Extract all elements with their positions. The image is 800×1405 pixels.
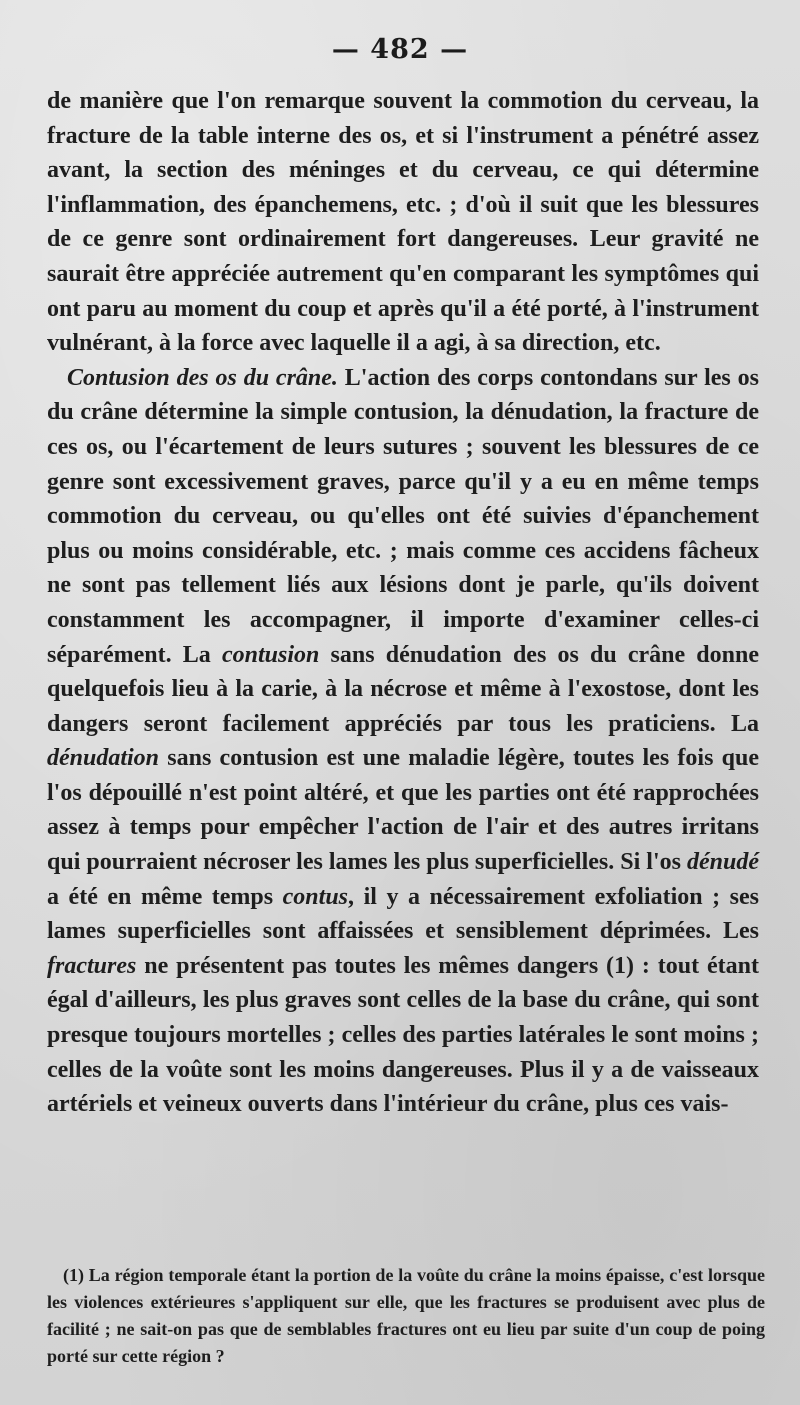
- footnote: [47, 1262, 765, 1370]
- term-denudation: dénudation: [47, 745, 160, 772]
- footnote-text: (1) La région temporale étant la portion de la voûte du crâne la moins épaisse, c'est lorsque les violences extérieures s'appliquent sur elle, que les fractures se produisent avec plus de facilité ; ne sait-on pas que de semblables fractures ont eu lieu par suite d'un coup de poing porté sur cette région ?: [47, 1265, 765, 1366]
- text-run: L'action des corps contondans sur les os du crâne détermine la simple contusion, la dénudation, la fracture de ces os, ou l'écartement de leurs sutures ; souvent les blessures de ce genre sont excessivement graves, parce qu'il y a eu en même temps commotion du cerveau, ou qu'elles ont été suivies d'épanchement plus ou moins considérable, etc. ; mais comme ces accidens fâcheux ne sont pas tellement liés aux lésions dont je parle, qu'ils doivent constamment les accompagner, il importe d'examiner celles-ci séparément. La: [47, 364, 759, 668]
- text-run: sans dénudation des os du crâne donne quelquefois lieu à la carie, à la nécrose et même à l'exostose, dont les dangers seront facilement appréciés par tous les praticiens. La: [47, 641, 760, 737]
- text-run: sans contusion est une maladie légère, toutes les fois que l'os dépouillé n'est point altéré, et que les parties ont été rapprochées assez à temps pour empêcher l'action de l'air et des autres irritans qui pourraient nécroser les lames les plus superficielles. Si l'os: [47, 745, 759, 876]
- section-heading-contusion: Contusion des os du crâne.: [67, 364, 338, 391]
- text-run: ne présentent pas toutes les mêmes dangers (1) : tout étant égal d'ailleurs, les plus graves sont celles de la base du crâne, qui sont presque toujours mortelles ; celles des parties latérales le sont moins ; celles de la voûte sont les moins dangereuses. Plus il y a de vaisseaux artériels et veineux ouverts dans l'intérieur du crâne, plus ces vais-: [47, 952, 759, 1118]
- main-text: [47, 84, 759, 1122]
- paragraph-1: de manière que l'on remarque souvent la commotion du cerveau, la fracture de la table interne des os, et si l'instrument a pénétré assez avant, la section des méninges et du cerveau, ce qui détermine l'inflammation, des épanchemens, etc. ; d'où il suit que les blessures de ce genre sont ordinairement fort dangereuses. Leur gravité ne saurait être appréciée autrement qu'en comparant les symptômes qui ont paru au moment du coup et après qu'il a été porté, à l'instrument vulnérant, à la force avec laquelle il a agi, à sa direction, etc.: [47, 88, 759, 357]
- text-run: a été en même temps: [47, 883, 283, 910]
- term-contusion: contusion: [221, 641, 320, 668]
- page-number: — 482 —: [331, 34, 469, 65]
- term-contus: contus: [282, 883, 349, 910]
- term-denude: dénudé: [687, 849, 759, 876]
- term-fractures: fractures: [47, 952, 137, 979]
- paragraph-2: [47, 361, 759, 1122]
- text-run: , il y a nécessairement exfoliation ; ses lames superficielles sont affaissées et sensiblement déprimées. Les: [47, 883, 759, 945]
